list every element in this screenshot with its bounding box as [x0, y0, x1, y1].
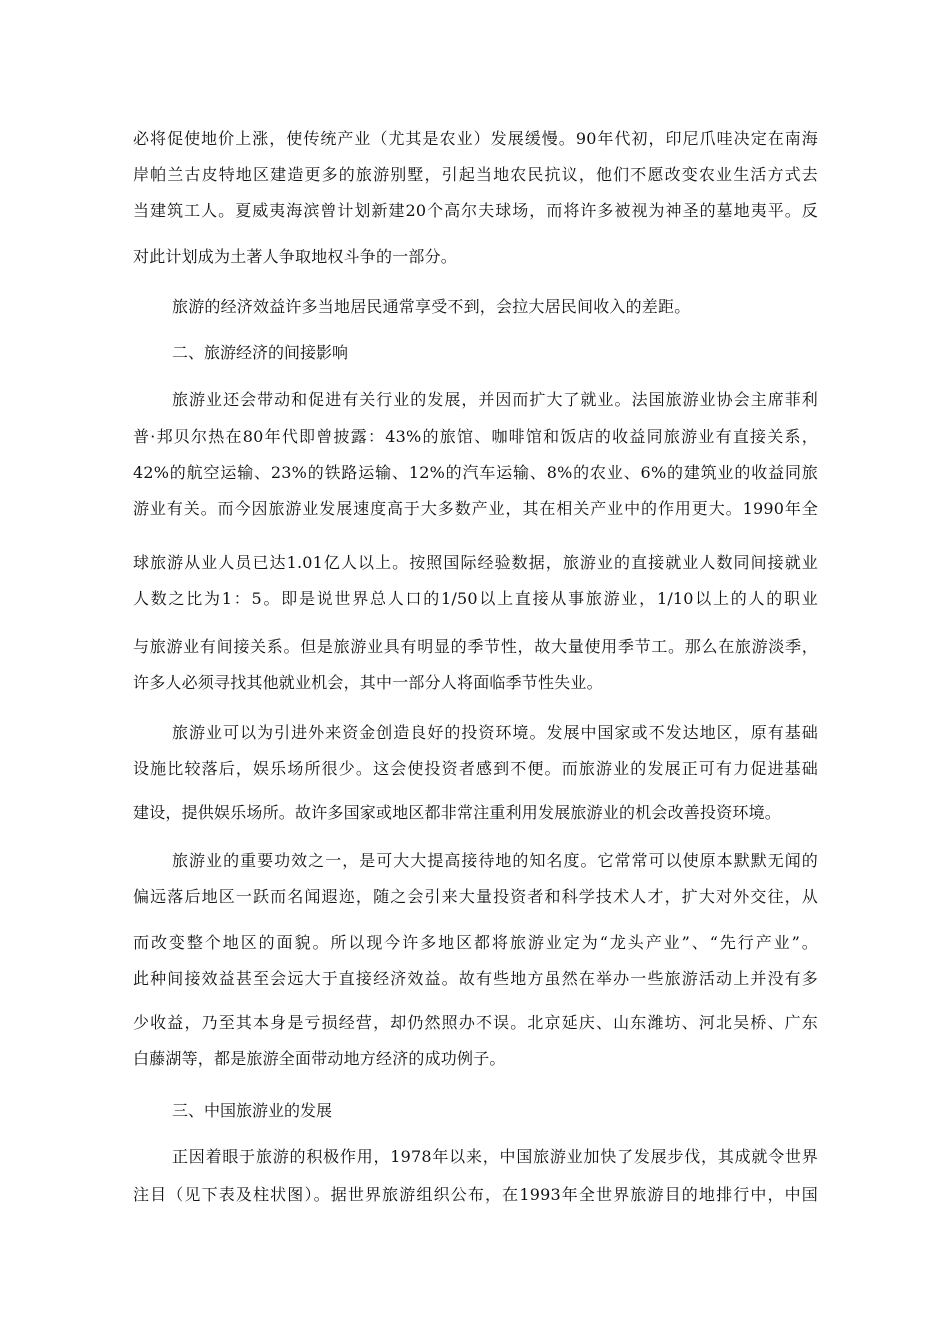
- text-line: 正因着眼于旅游的积极作用，1978年以来，中国旅游业加快了发展步伐，其成就令世界: [172, 1147, 818, 1166]
- text-line: 旅游业的重要功效之一，是可大大提高接待地的知名度。它常常可以使原本默默无闻的: [172, 851, 818, 870]
- text-line: 建设，提供娱乐场所。故许多国家或地区都非常注重利用发展旅游业的机会改善投资环境。: [133, 803, 782, 822]
- text-line: 必将促使地价上涨，使传统产业（尤其是农业）发展缓慢。90年代初，印尼爪哇决定在南海: [133, 129, 818, 148]
- text-line: 游业有关。而今因旅游业发展速度高于大多数产业，其在相关产业中的作用更大。1990年全: [133, 499, 818, 518]
- section-heading-indirect-impact: 二、旅游经济的间接影响: [172, 343, 349, 362]
- text-line: 偏远落后地区一跃而名闻遐迩，随之会引来大量投资者和科学技术人才，扩大对外交往，从: [133, 887, 818, 906]
- text-line: 而改变整个地区的面貌。所以现今许多地区都将旅游业定为“龙头产业”、“先行产业”。: [133, 933, 818, 952]
- text-line: 许多人必须寻找其他就业机会，其中一部分人将面临季节性失业。: [133, 673, 603, 692]
- text-line: 旅游业可以为引进外来资金创造良好的投资环境。发展中国家或不发达地区，原有基础: [172, 723, 818, 742]
- text-line: 42%的航空运输、23%的铁路运输、12%的汽车运输、8%的农业、6%的建筑业的收益同旅: [133, 463, 818, 482]
- text-line: 球旅游从业人员已达1.01亿人以上。按照国际经验数据，旅游业的直接就业人数同间接就业: [133, 553, 818, 572]
- text-line: 白藤湖等，都是旅游全面带动地方经济的成功例子。: [133, 1049, 506, 1068]
- text-line: 普·邦贝尔热在80年代即曾披露：43%的旅馆、咖啡馆和饭店的收益同旅游业有直接关系，: [133, 427, 818, 446]
- text-line: 当建筑工人。夏威夷海滨曾计划新建20个高尔夫球场，而将许多被视为神圣的墓地夷平。反: [133, 201, 818, 220]
- text-line: 设施比较落后，娱乐场所很少。这会使投资者感到不便。而旅游业的发展正可有力促进基础: [133, 759, 818, 778]
- text-line: 注目（见下表及柱状图）。据世界旅游组织公布，在1993年全世界旅游目的地排行中，中国: [133, 1185, 818, 1204]
- text-line: 岸帕兰古皮特地区建造更多的旅游别墅，引起当地农民抗议，他们不愿改变农业生活方式去: [133, 165, 818, 184]
- text-line: 少收益，乃至其本身是亏损经营，却仍然照办不误。北京延庆、山东潍坊、河北吴桥、广东: [133, 1013, 818, 1032]
- text-line: 旅游的经济效益许多当地居民通常享受不到，会拉大居民间收入的差距。: [172, 297, 691, 316]
- text-line: 与旅游业有间接关系。但是旅游业具有明显的季节性，故大量使用季节工。那么在旅游淡季，: [133, 637, 818, 656]
- text-line: 旅游业还会带动和促进有关行业的发展，并因而扩大了就业。法国旅游业协会主席菲利: [172, 390, 818, 409]
- text-line: 对此计划成为土著人争取地权斗争的一部分。: [133, 247, 458, 266]
- text-line: 人数之比为1：5。即是说世界总人口的1/50以上直接从事旅游业，1/10以上的人的职业: [133, 589, 818, 608]
- section-heading-china-development: 三、中国旅游业的发展: [172, 1101, 333, 1120]
- text-line: 此种间接效益甚至会远大于直接经济效益。故有些地方虽然在举办一些旅游活动上并没有多: [133, 969, 818, 988]
